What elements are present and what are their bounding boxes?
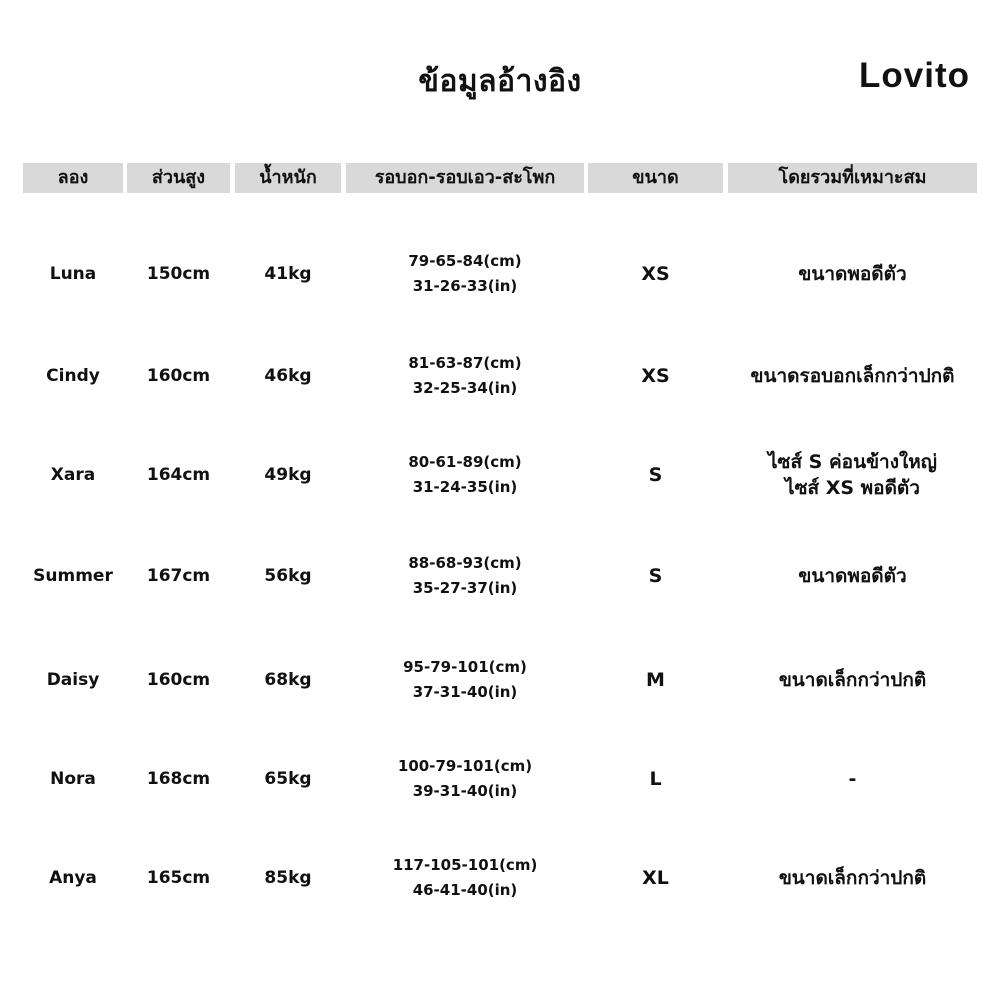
table-row (0, 425, 1000, 525)
weight-value: 85kg (264, 868, 312, 888)
fit-cell (728, 526, 977, 626)
height-cell (127, 828, 230, 928)
size-cell (588, 224, 723, 324)
table-row (0, 326, 1000, 426)
size-cell (588, 326, 723, 426)
header-measurements: รอบอก-รอบเอว-สะโพก (346, 163, 584, 193)
size-cell (588, 425, 723, 525)
fit-note: ไซส์ S ค่อนข้างใหญ่ (768, 451, 937, 473)
measurements-cell (346, 224, 584, 324)
page-title: ข้อมูลอ้างอิง (418, 64, 582, 99)
table-header (0, 163, 1000, 193)
height-cell (127, 526, 230, 626)
size-value: M (646, 669, 665, 691)
measurements-cm: 117-105-101(cm) (392, 856, 538, 874)
weight-value: 65kg (264, 769, 312, 789)
height-value: 168cm (146, 769, 211, 789)
weight-cell (235, 729, 341, 829)
height-cell (127, 224, 230, 324)
measurements-cm: 100-79-101(cm) (397, 757, 533, 775)
size-value: XS (641, 263, 670, 285)
header-overall-fit: โดยรวมที่เหมาะสม (728, 163, 977, 193)
size-cell (588, 828, 723, 928)
measurements-in: 35-27-37(in) (412, 579, 518, 597)
size-value: XS (641, 365, 670, 387)
size-cell (588, 630, 723, 730)
measurements-cell (346, 526, 584, 626)
measurements-cell (346, 326, 584, 426)
fit-note: - (848, 768, 857, 790)
measurements-cm: 79-65-84(cm) (408, 252, 522, 270)
table-row (0, 630, 1000, 730)
header-tryon: ลอง (23, 163, 123, 193)
fit-note: ขนาดเล็กกว่าปกติ (778, 669, 927, 691)
fit-cell (728, 630, 977, 730)
weight-cell (235, 326, 341, 426)
fit-cell (728, 224, 977, 324)
measurements-cm: 80-61-89(cm) (408, 453, 522, 471)
model-name-cell (23, 425, 123, 525)
table-row (0, 526, 1000, 626)
measurements-cm: 81-63-87(cm) (408, 354, 522, 372)
header-height: ส่วนสูง (127, 163, 230, 193)
measurements-in: 31-24-35(in) (412, 478, 518, 496)
weight-value: 41kg (264, 264, 312, 284)
measurements-in: 46-41-40(in) (412, 881, 518, 899)
model-name: Daisy (46, 670, 100, 690)
model-name: Nora (50, 769, 96, 789)
brand-logo: Lovito (859, 56, 970, 95)
model-name: Cindy (46, 366, 100, 386)
height-value: 167cm (146, 566, 211, 586)
height-value: 165cm (146, 868, 211, 888)
fit-note: ขนาดพอดีตัว (798, 565, 907, 587)
fit-cell (728, 828, 977, 928)
measurements-in: 39-31-40(in) (412, 782, 518, 800)
fit-cell (728, 729, 977, 829)
model-name-cell (23, 630, 123, 730)
height-cell (127, 729, 230, 829)
weight-value: 46kg (264, 366, 312, 386)
measurements-cell (346, 425, 584, 525)
table-row (0, 224, 1000, 324)
model-name: Luna (49, 264, 97, 284)
table-row (0, 729, 1000, 829)
height-cell (127, 326, 230, 426)
size-value: XL (642, 867, 669, 889)
fit-cell (728, 425, 977, 525)
height-value: 150cm (146, 264, 211, 284)
weight-cell (235, 526, 341, 626)
model-name-cell (23, 729, 123, 829)
size-cell (588, 729, 723, 829)
measurements-cell (346, 828, 584, 928)
height-value: 160cm (146, 366, 211, 386)
fit-note: ขนาดเล็กกว่าปกติ (778, 867, 927, 889)
model-name: Summer (33, 566, 113, 586)
table-row (0, 828, 1000, 928)
measurements-cm: 88-68-93(cm) (408, 554, 522, 572)
weight-value: 56kg (264, 566, 312, 586)
fit-note: ขนาดพอดีตัว (798, 263, 907, 285)
size-cell (588, 526, 723, 626)
height-cell (127, 630, 230, 730)
size-value: S (648, 464, 663, 486)
model-name-cell (23, 828, 123, 928)
height-cell (127, 425, 230, 525)
header-size: ขนาด (588, 163, 723, 193)
height-value: 164cm (146, 465, 211, 485)
weight-cell (235, 630, 341, 730)
model-name: Xara (50, 465, 96, 485)
fit-note: ไซส์ XS พอดีตัว (785, 477, 920, 499)
header-weight: น้ำหนัก (235, 163, 341, 193)
measurements-cell (346, 729, 584, 829)
fit-cell (728, 326, 977, 426)
measurements-cell (346, 630, 584, 730)
measurements-cm: 95-79-101(cm) (403, 658, 527, 676)
size-value: S (648, 565, 663, 587)
weight-cell (235, 828, 341, 928)
fit-note: ขนาดรอบอกเล็กกว่าปกติ (750, 365, 955, 387)
model-name-cell (23, 224, 123, 324)
model-name-cell (23, 526, 123, 626)
weight-value: 68kg (264, 670, 312, 690)
weight-cell (235, 224, 341, 324)
measurements-in: 32-25-34(in) (412, 379, 518, 397)
measurements-in: 31-26-33(in) (412, 277, 518, 295)
measurements-in: 37-31-40(in) (412, 683, 518, 701)
weight-cell (235, 425, 341, 525)
model-name-cell (23, 326, 123, 426)
size-value: L (649, 768, 662, 790)
weight-value: 49kg (264, 465, 312, 485)
height-value: 160cm (146, 670, 211, 690)
model-name: Anya (49, 868, 97, 888)
